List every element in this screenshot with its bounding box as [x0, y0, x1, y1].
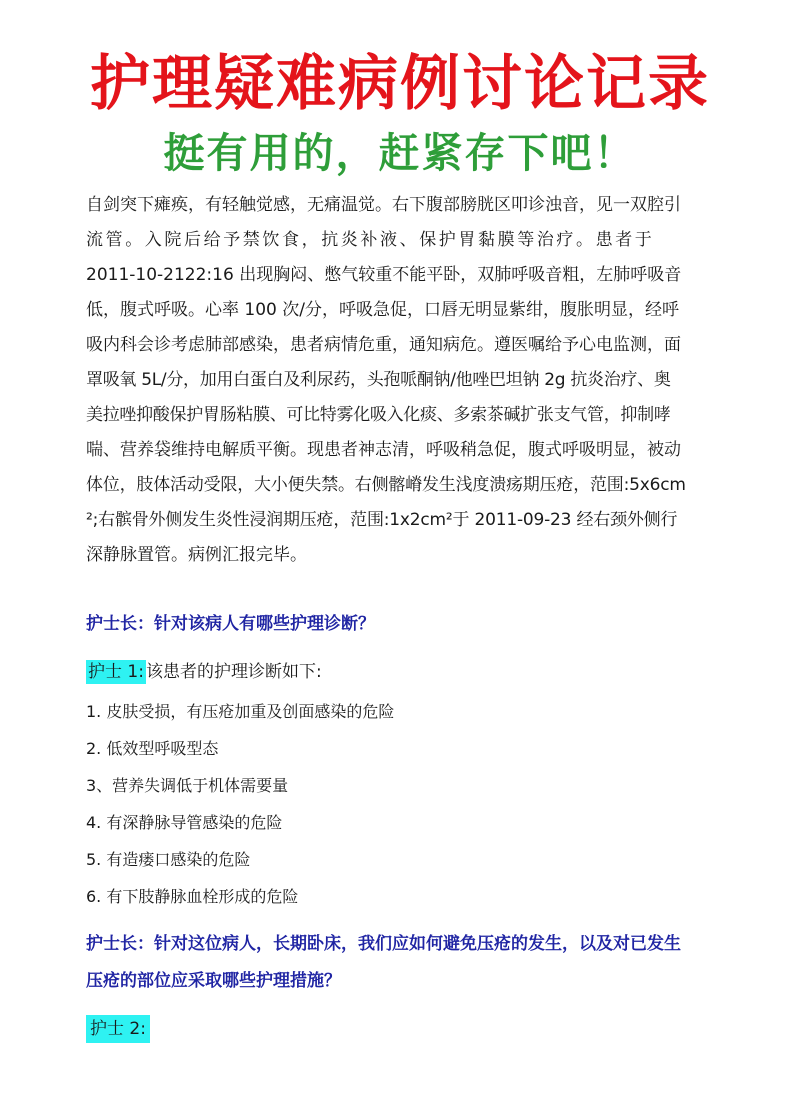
question-2-line: 护士长：针对这位病人，长期卧床，我们应如何避免压疮的发生，以及对已发生: [86, 934, 681, 954]
nurse-1-label: 护士 1:: [88, 662, 144, 682]
head-nurse-question-1: 护士长：针对该病人有哪些护理诊断？: [86, 614, 375, 634]
case-report-line: 2011-10-2122:16 出现胸闷、憋气较重不能平卧，双肺呼吸音粗，左肺呼吸音: [86, 265, 682, 285]
page-title: 护理疑难病例讨论记录: [90, 49, 710, 119]
case-report-line: 吸内科会诊考虑肺部感染，患者病情危重，通知病危。遵医嘱给予心电监测，面: [86, 335, 681, 355]
case-report-line: 罩吸氧 5L/分，加用白蛋白及利尿药，头孢哌酮钠/他唑巴坦钠 2g 抗炎治疗、奥: [86, 370, 671, 390]
list-item: 3、营养失调低于机体需要量: [86, 776, 289, 795]
list-item: 4. 有深静脉导管感染的危险: [86, 813, 283, 832]
case-report-line: 自剑突下瘫痪，有轻触觉感，无痛温觉。右下腹部膀胱区叩诊浊音，见一双腔引: [86, 195, 681, 215]
page-subtitle: 挺有用的，赶紧存下吧！: [163, 129, 637, 177]
diagnosis-list: [86, 693, 394, 915]
case-report-line: 流管。入院后给予禁饮食，抗炎补液、保护胃黏膜等治疗。患者于: [86, 230, 655, 250]
nurse-1-intro: 该患者的护理诊断如下:: [145, 662, 322, 682]
list-item: 2. 低效型呼吸型态: [86, 739, 219, 758]
case-report-line: 低，腹式呼吸。心率 100 次/分，呼吸急促，口唇无明显紫绀，腹胀明显，经呼: [86, 300, 679, 320]
nurse-2-label: 护士 2:: [86, 1015, 150, 1043]
list-item: 6. 有下肢静脉血栓形成的危险: [86, 887, 299, 906]
nurse-2-response: [86, 1012, 150, 1047]
list-item: 5. 有造瘘口感染的危险: [86, 850, 251, 869]
head-nurse-question-2: [86, 927, 726, 999]
nurse-1-response: [86, 655, 322, 690]
case-report-line: 体位，肢体活动受限，大小便失禁。右侧髂嵴发生浅度溃疡期压疮，范围:5x6cm: [86, 475, 686, 495]
list-item: 1. 皮肤受损，有压疮加重及创面感染的危险: [86, 702, 395, 721]
case-report-paragraph: [86, 188, 708, 573]
case-report-line: 喘、营养袋维持电解质平衡。现患者神志清，呼吸稍急促，腹式呼吸明显，被动: [86, 440, 681, 460]
case-report-line: 美拉唑抑酸保护胃肠粘膜、可比特雾化吸入化痰、多索茶碱扩张支气管，抑制哮: [86, 405, 671, 425]
case-report-line: ²;右髌骨外侧发生炎性浸润期压疮，范围:1x2cm²于 2011-09-23 经右颈外侧行: [86, 510, 678, 530]
case-report-line: 深静脉置管。病例汇报完毕。: [86, 545, 307, 565]
question-2-line: 压疮的部位应采取哪些护理措施？: [86, 971, 341, 991]
